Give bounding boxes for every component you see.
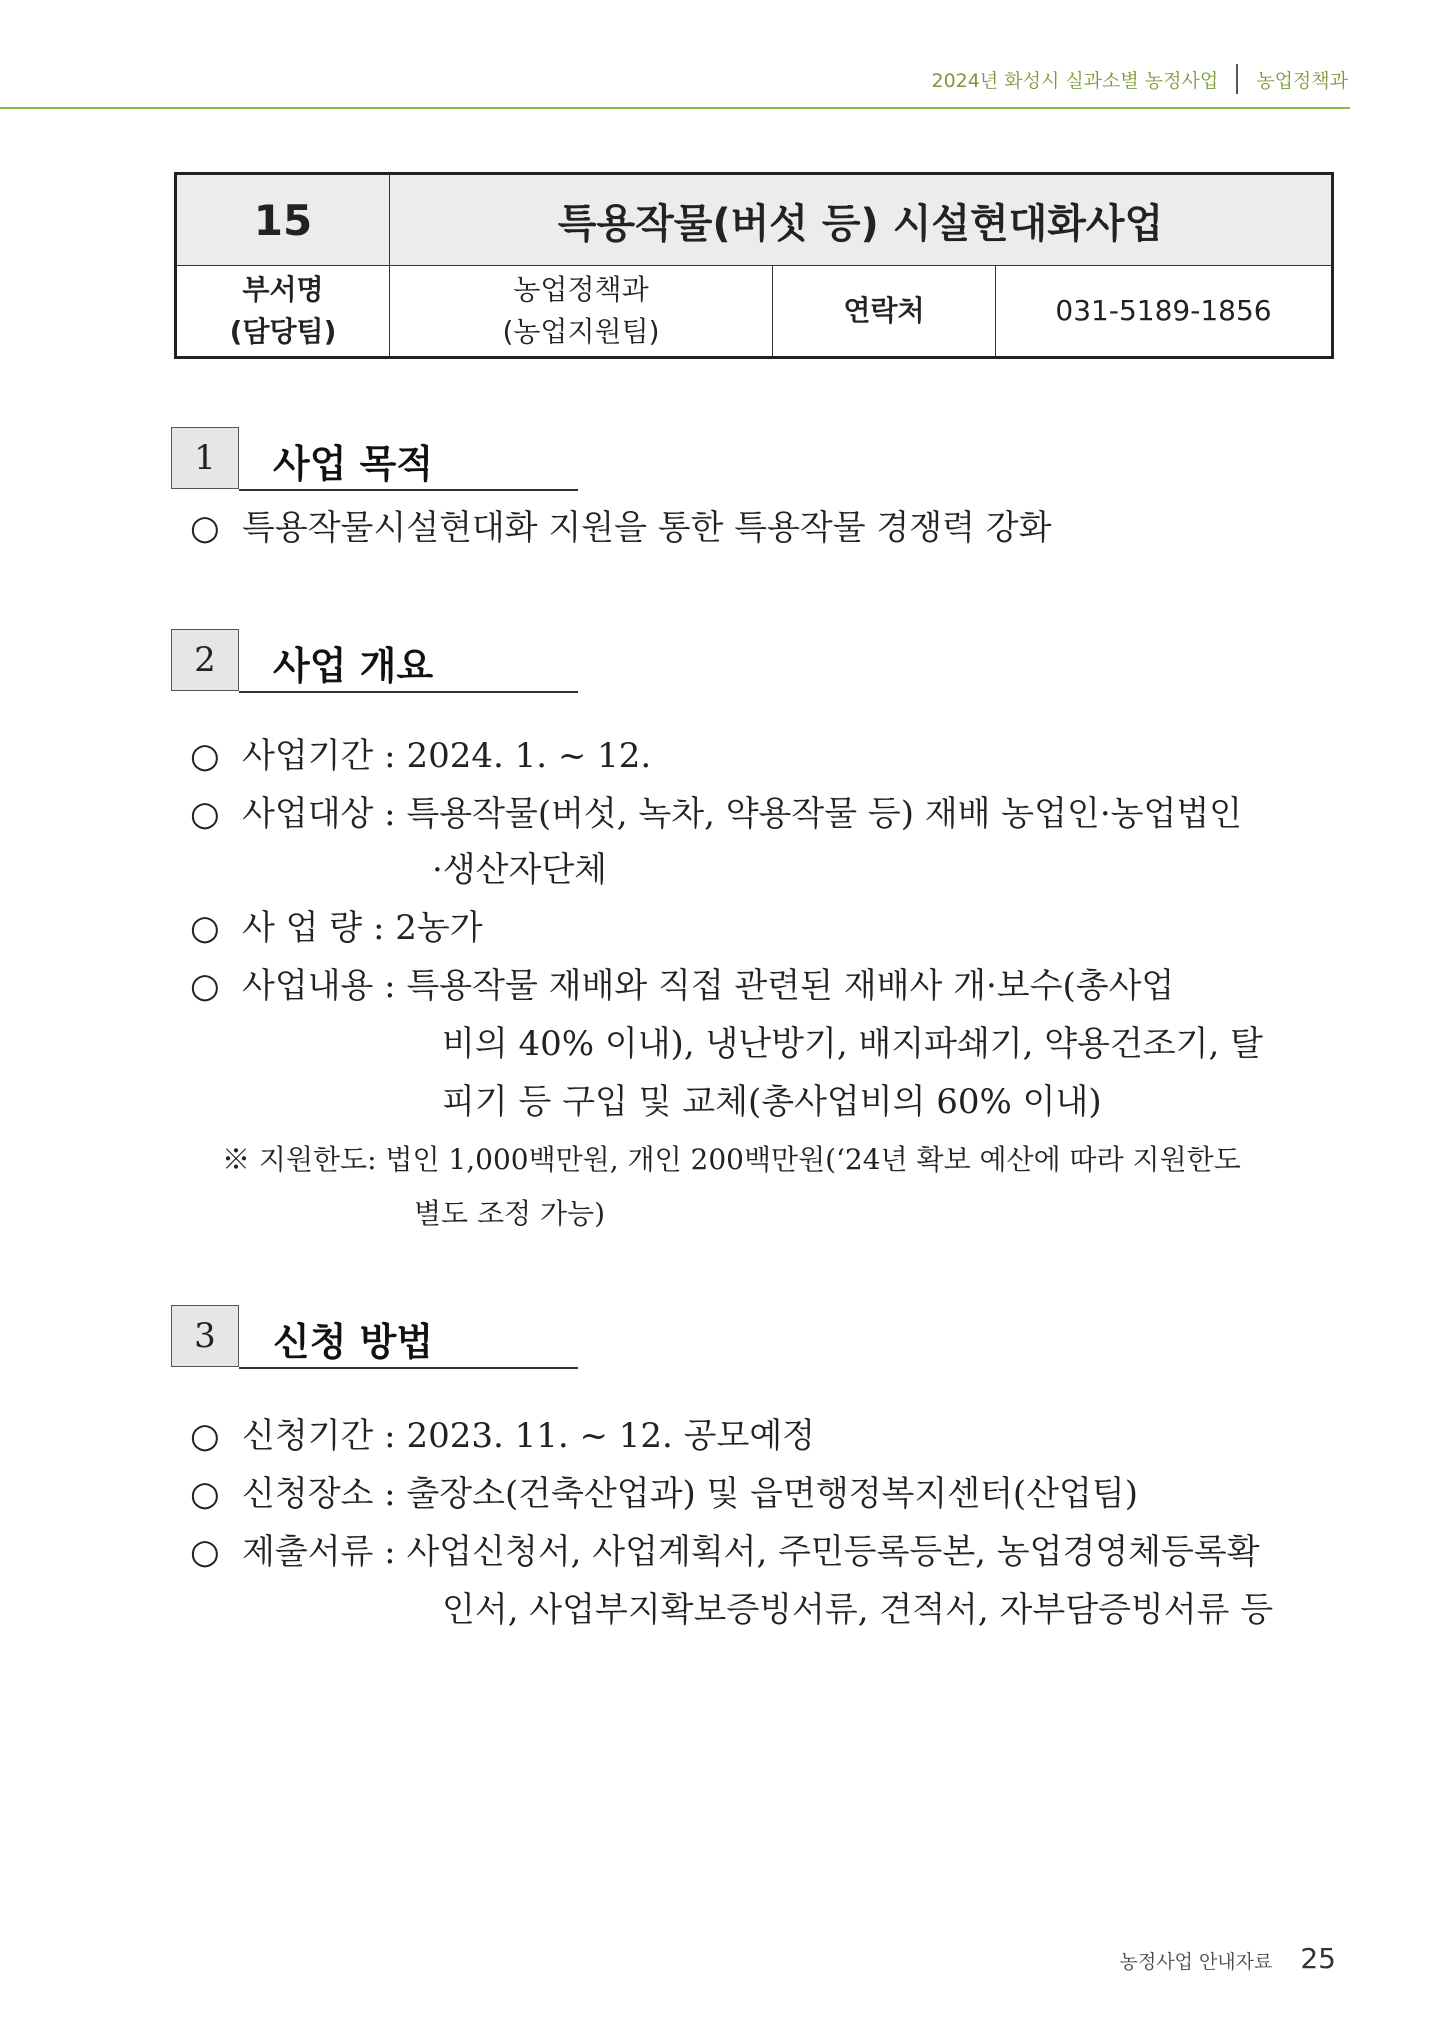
section-3-item-3 — [190, 1523, 1260, 1581]
section-3-item-1 — [190, 1407, 815, 1465]
project-number: 15 — [176, 174, 390, 266]
section-2-item-4-continuation-2: 피기 등 구입 및 교체(총사업비의 60% 이내) — [442, 1082, 1102, 1122]
item-text: 특용작물시설현대화 지원을 통한 특용작물 경쟁력 강화 — [242, 508, 1052, 548]
circle-bullet-icon: ○ — [190, 1474, 220, 1514]
contact-label: 연락처 — [773, 266, 996, 358]
contact-value: 031-5189-1856 — [996, 266, 1333, 358]
header-document-title: 2024년 화성시 실과소별 농정사업 — [931, 69, 1219, 92]
section-3-heading — [171, 1305, 578, 1369]
page-number: 25 — [1300, 1942, 1336, 1975]
item-text: 사업기간 : 2024. 1. ~ 12. — [242, 736, 652, 776]
support-limit-note-continuation: 별도 조정 가능) — [414, 1197, 606, 1230]
project-info-table — [174, 172, 1334, 359]
item-text: 제출서류 : 사업신청서, 사업계획서, 주민등록등본, 농업경영체등록확 — [242, 1532, 1260, 1572]
page-footer — [1119, 1942, 1336, 1975]
header-divider — [1236, 64, 1238, 94]
circle-bullet-icon: ○ — [190, 1532, 220, 1572]
section-2-underline — [239, 691, 578, 693]
circle-bullet-icon: ○ — [190, 908, 220, 948]
item-text: 사업대상 : 특용작물(버섯, 녹차, 약용작물 등) 재배 농업인·농업법인 — [242, 794, 1243, 834]
circle-bullet-icon: ○ — [190, 794, 220, 834]
footer-label: 농정사업 안내자료 — [1119, 1951, 1273, 1973]
running-header — [931, 62, 1348, 96]
circle-bullet-icon: ○ — [190, 966, 220, 1006]
circle-bullet-icon: ○ — [190, 736, 220, 776]
project-title: 특용작물(버섯 등) 시설현대화사업 — [390, 174, 1333, 266]
item-text: 사 업 량 : 2농가 — [242, 908, 483, 948]
section-2-item-3 — [190, 899, 483, 957]
section-1-item-1 — [190, 499, 1051, 557]
section-3-item-2 — [190, 1465, 1138, 1523]
item-text: 신청기간 : 2023. 11. ~ 12. 공모예정 — [242, 1416, 816, 1456]
section-1-heading — [171, 427, 578, 491]
dept-label-line1: 부서명 — [242, 273, 324, 306]
section-1-title: 사업 목적 — [273, 442, 434, 486]
header-rule — [0, 107, 1350, 109]
circle-bullet-icon: ○ — [190, 1416, 220, 1456]
support-limit-note: ※ 지원한도: 법인 1,000백만원, 개인 200백만원(‘24년 확보 예산에 따라 지원한도 — [222, 1143, 1241, 1176]
circle-bullet-icon: ○ — [190, 508, 220, 548]
section-1-number: 1 — [171, 427, 239, 489]
dept-value-line2: (농업지원팀) — [502, 315, 660, 348]
section-2-number: 2 — [171, 629, 239, 691]
section-3-item-3-continuation: 인서, 사업부지확보증빙서류, 견적서, 자부담증빙서류 등 — [442, 1590, 1274, 1630]
header-department: 농업정책과 — [1256, 69, 1348, 92]
section-2-heading — [171, 629, 578, 693]
section-1-underline — [239, 489, 578, 491]
section-2-title: 사업 개요 — [273, 644, 434, 688]
section-3-underline — [239, 1367, 578, 1369]
section-2-item-2-continuation: ·생산자단체 — [432, 850, 608, 890]
item-text: 사업내용 : 특용작물 재배와 직접 관련된 재배사 개·보수(총사업 — [242, 966, 1175, 1006]
section-2-item-4-continuation-1: 비의 40% 이내), 냉난방기, 배지파쇄기, 약용건조기, 탈 — [442, 1024, 1263, 1064]
dept-value — [390, 266, 773, 358]
dept-label-line2: (담당팀) — [229, 315, 337, 348]
section-2-item-1 — [190, 727, 651, 785]
dept-label — [176, 266, 390, 358]
section-2-item-4 — [190, 957, 1174, 1015]
section-3-number: 3 — [171, 1305, 239, 1367]
section-2-item-2 — [190, 785, 1242, 843]
dept-value-line1: 농업정책과 — [513, 273, 649, 306]
section-3-title: 신청 방법 — [273, 1320, 434, 1364]
item-text: 신청장소 : 출장소(건축산업과) 및 읍면행정복지센터(산업팀) — [242, 1474, 1138, 1514]
